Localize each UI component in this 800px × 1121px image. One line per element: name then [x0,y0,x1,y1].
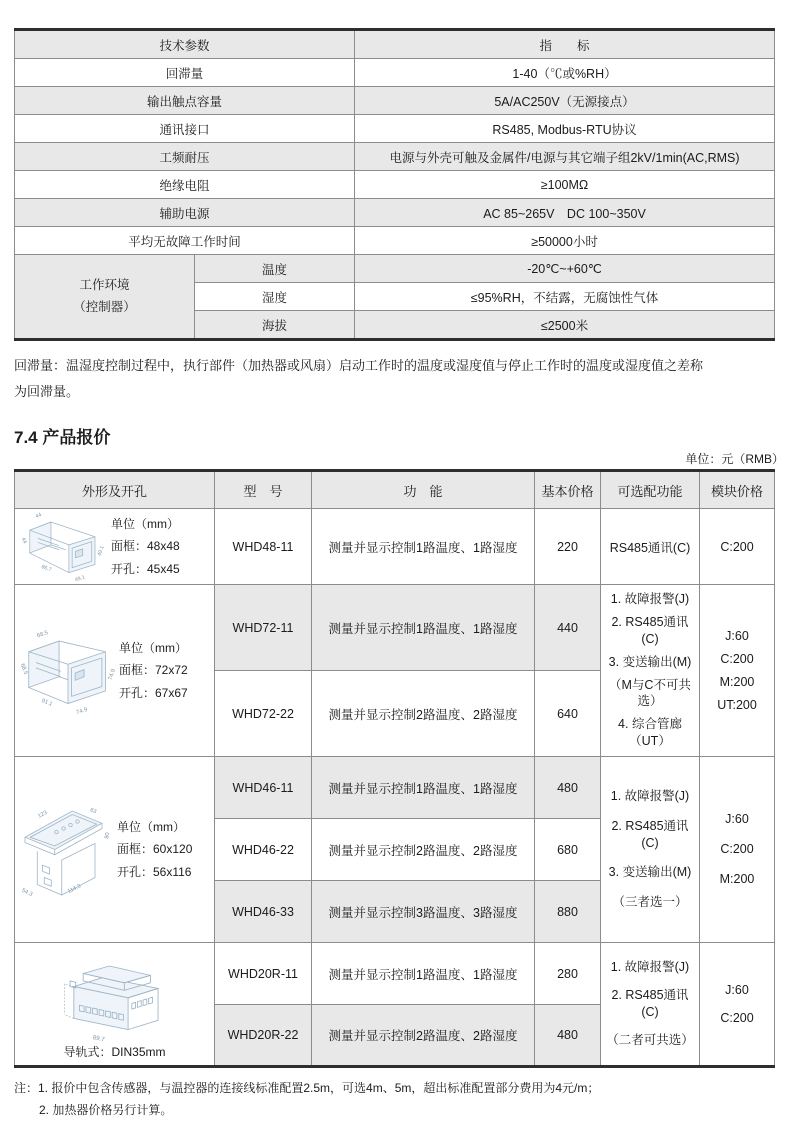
shape-line: 单位（mm） [119,641,187,656]
price-cell: 480 [535,1005,601,1067]
function-cell: 测量并显示控制3路温度、3路湿度 [312,881,535,943]
table-row [15,943,775,1005]
spec-table [14,28,775,341]
dim-label: 68.5 [36,630,49,640]
spec-value: 电源与外壳可触及金属件/电源与其它端子组2kV/1min(AC,RMS) [355,143,775,171]
option-line: （M与C不可共选） [609,677,691,709]
dim-label: 44 [19,536,28,545]
spec-value: RS485, Modbus-RTU协议 [355,115,775,143]
option-line: （三者选一） [612,895,688,910]
dim-label: 63 [88,807,98,816]
module-price-cell [700,757,775,943]
function-cell: 测量并显示控制1路温度、1路湿度 [312,757,535,819]
spec-env-value: -20℃~+60℃ [355,255,775,283]
module-price-line: J:60 [725,628,749,643]
price-cell: 880 [535,881,601,943]
dim-label: 54.3 [20,887,34,898]
module-price-line: UT:200 [717,697,757,712]
product-drawing-whd48 [18,509,110,584]
options-cell: RS485通讯(C) [601,509,700,585]
col-header-module-price: 模块价格 [700,471,775,509]
option-line: 2. RS485通讯(C) [611,988,689,1019]
module-price-line: J:60 [725,982,749,997]
option-line: 2. RS485通讯(C) [611,818,689,850]
spec-param: 工频耐压 [15,143,355,171]
col-header-base-price: 基本价格 [535,471,601,509]
module-price-line: C:200 [720,651,754,666]
function-cell: 测量并显示控制1路温度、1路湿度 [312,509,535,585]
price-table [14,469,775,1068]
spec-env-label [15,255,195,340]
price-cell: 680 [535,819,601,881]
function-cell: 测量并显示控制2路温度、2路湿度 [312,1005,535,1067]
spec-param: 辅助电源 [15,199,355,227]
spec-param: 输出触点容量 [15,87,355,115]
table-row [15,757,775,819]
spec-param: 回滞量 [15,59,355,87]
module-price-line: J:60 [725,812,749,826]
spec-env-value: ≤2500米 [355,311,775,340]
spec-param: 技术参数 [15,30,355,59]
shape-line: 面框：60x120 [117,842,193,857]
shape-cell-whd20r [15,943,215,1067]
spec-value: 1-40（℃或%RH） [355,59,775,87]
option-line: 4. 综合管廊（UT） [618,717,682,749]
spec-value: AC 85~265V DC 100~350V [355,199,775,227]
dim-label: 68.5 [18,662,29,676]
option-line: 1. 故障报警(J) [610,788,690,803]
dim-label: 114.3 [66,883,82,896]
product-drawing-whd72 [18,625,118,716]
spec-param: 平均无故障工作时间 [15,227,355,255]
module-price-line: C:200 [720,1010,754,1025]
shape-dimensions [119,637,188,704]
module-price-line: M:200 [719,674,755,689]
dim-label: 74.9 [107,668,117,681]
function-cell: 测量并显示控制1路温度、1路湿度 [312,585,535,671]
model-cell: WHD72-11 [215,585,312,671]
price-cell: 440 [535,585,601,671]
options-cell [601,585,700,757]
option-line: 2. RS485通讯(C) [611,614,689,646]
shape-line: 单位（mm） [111,517,179,532]
module-price-cell: C:200 [700,509,775,585]
model-cell: WHD20R-11 [215,943,312,1005]
dim-label: 74.9 [75,706,89,717]
spec-param: 绝缘电阻 [15,171,355,199]
shape-cell-whd48 [15,509,215,585]
model-cell: WHD72-22 [215,671,312,757]
function-cell: 测量并显示控制2路温度、2路湿度 [312,819,535,881]
function-cell: 测量并显示控制2路温度、2路湿度 [312,671,535,757]
shape-cell-whd46 [15,757,215,943]
spec-env-sub: 湿度 [195,283,355,311]
price-header-row [15,471,775,509]
spec-env-sub: 温度 [195,255,355,283]
table-row [15,585,775,671]
spec-value: ≥50000小时 [355,227,775,255]
col-header-model: 型 号 [215,471,312,509]
col-header-shape: 外形及开孔 [15,471,215,509]
shape-line: 单位（mm） [117,820,185,835]
shape-caption: 导轨式：DIN35mm [63,1044,166,1059]
shape-line: 开孔：45x45 [111,561,180,576]
spec-env-sub: 海拔 [195,311,355,340]
product-drawing-whd46 [18,797,116,902]
dim-label: 44 [34,512,43,520]
module-price-cell [700,585,775,757]
dim-label: 123 [37,810,49,820]
shape-dimensions [117,816,192,883]
shape-line: 面框：72x72 [119,663,188,678]
footnote-line2: 2. 加热器价格另行计算。 [39,1103,173,1118]
dim-label: 49.1 [96,545,106,557]
price-cell: 220 [535,509,601,585]
model-cell: WHD20R-22 [215,1005,312,1067]
shape-cell-whd72 [15,585,215,757]
option-line: （二者可共选） [606,1032,694,1047]
unit-label: 单位：元（RMB） [685,452,784,466]
option-line: 3. 变送输出(M) [608,654,692,669]
hysteresis-note [14,353,786,405]
price-cell: 640 [535,671,601,757]
product-drawing-whd20r [57,949,173,1041]
shape-dimensions [111,513,180,580]
dim-label: 89.7 [91,1033,105,1043]
price-cell: 280 [535,943,601,1005]
dim-label: 86.7 [40,563,53,574]
model-cell: WHD48-11 [215,509,312,585]
spec-value: 5A/AC250V（无源接点） [355,87,775,115]
spec-env-label-line1: 工作环境 [79,278,130,293]
col-header-options: 可选配功能 [601,471,700,509]
option-line: 3. 变送输出(M) [608,865,692,880]
spec-value: 指 标 [355,30,775,59]
module-price-cell [700,943,775,1067]
dim-label: 80 [104,832,112,840]
option-line: 1. 故障报警(J) [610,592,690,606]
spec-env-label-line2: （控制器） [73,299,136,314]
shape-line: 开孔：56x116 [117,864,192,879]
module-price-line: M:200 [719,872,755,886]
module-price-line: C:200 [720,842,754,856]
options-cell [601,943,700,1067]
footnote-line1: 注：1. 报价中包含传感器，与温控器的连接线标准配置2.5m，可选4m、5m，超出标准配置部分费用为4元/m； [14,1081,600,1095]
model-cell: WHD46-33 [215,881,312,943]
table-row [15,509,775,585]
col-header-function: 功 能 [312,471,535,509]
option-line: 1. 故障报警(J) [610,960,690,975]
model-cell: WHD46-11 [215,757,312,819]
shape-line: 开孔：67x67 [119,685,188,700]
spec-env-value: ≤95%RH，不结露，无腐蚀性气体 [355,283,775,311]
hysteresis-note-line2: 为回滞量。 [14,384,80,399]
footnotes [14,1077,786,1121]
dim-label: 91.1 [40,698,54,708]
spec-value: ≥100MΩ [355,171,775,199]
function-cell: 测量并显示控制1路温度、1路湿度 [312,943,535,1005]
price-cell: 480 [535,757,601,819]
hysteresis-note-line1: 回滞量：温湿度控制过程中，执行部件（加热器或风扇）启动工作时的温度或湿度值与停止工作时的温度或湿度值之差称 [14,358,704,373]
shape-line: 面框：48x48 [111,539,180,554]
spec-param: 通讯接口 [15,115,355,143]
model-cell: WHD46-22 [215,819,312,881]
options-cell [601,757,700,943]
dim-label: 49.1 [74,574,86,584]
section-title: 7.4 产品报价 [14,428,111,447]
